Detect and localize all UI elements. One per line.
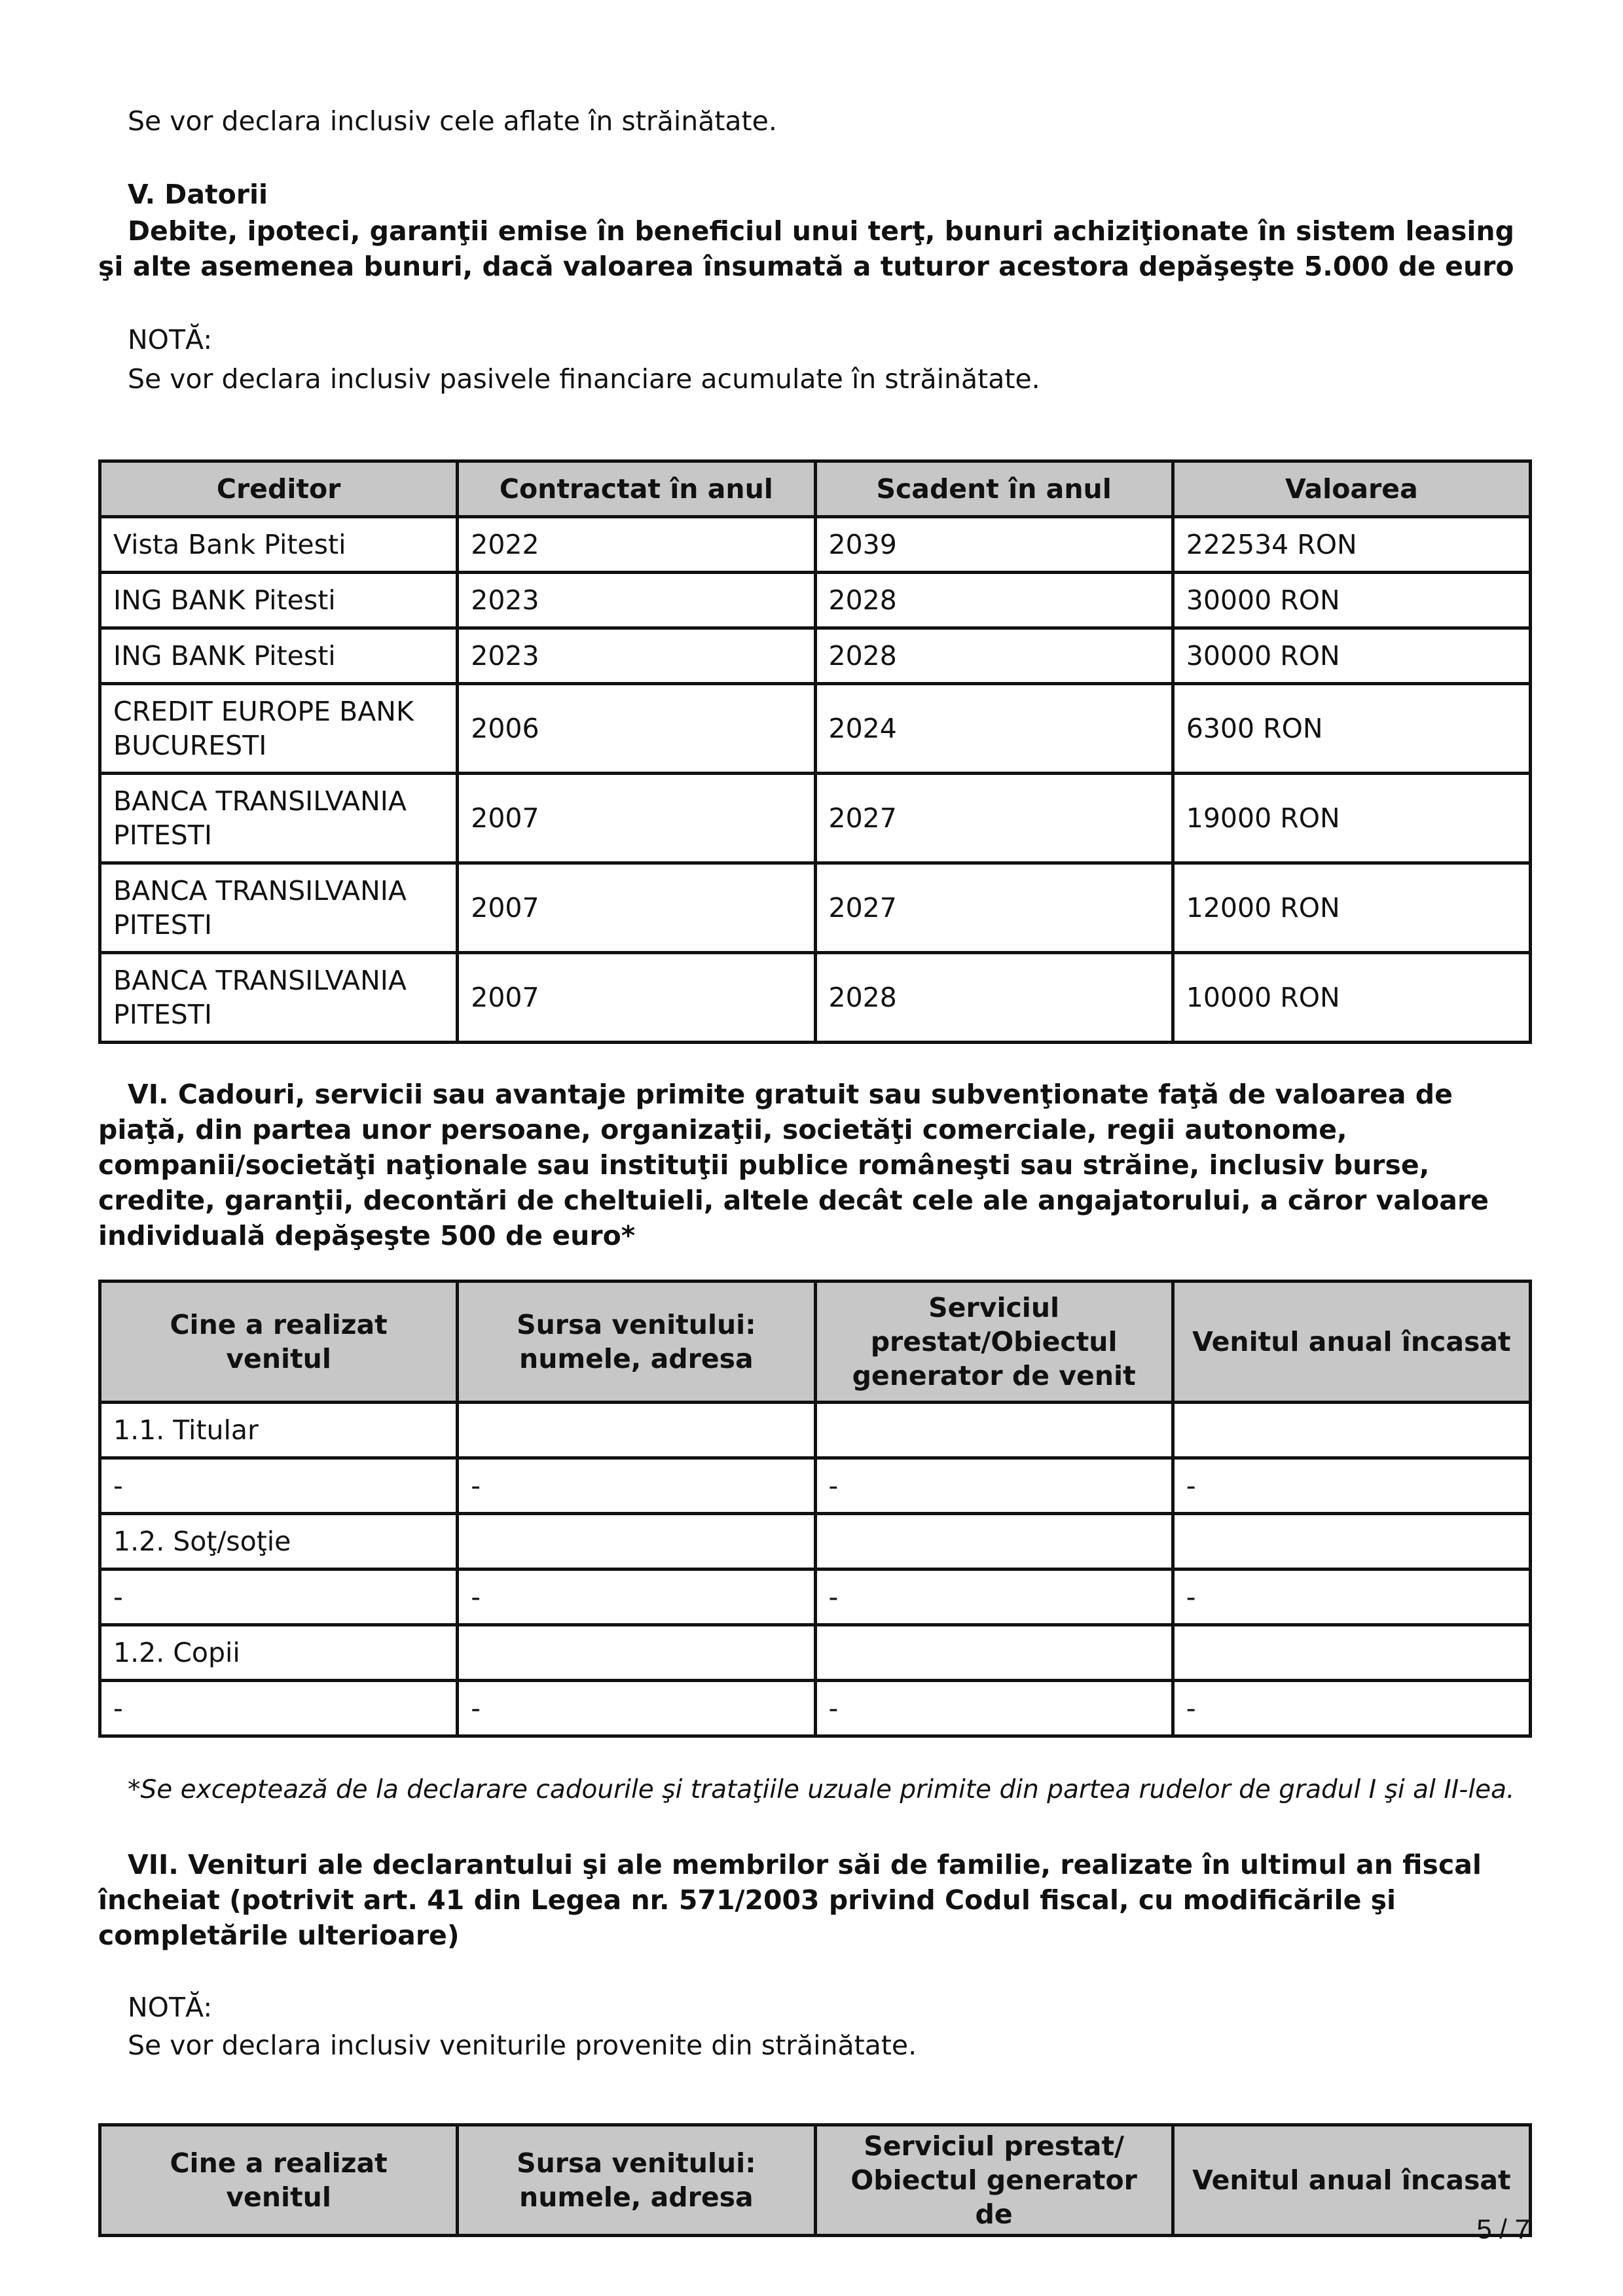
table-cell: BANCA TRANSILVANIA PITESTI — [100, 863, 458, 953]
column-header: Sursa venitului: numele, adresa — [458, 2125, 815, 2236]
section5-subtitle: Debite, ipoteci, garanţii emise în beneficiul unui terţ, bunuri achiziţionate în sistem leasing şi alte asemenea bunuri, dacă valoarea însumată a tuturor acestora depăşeşte 5.000 de euro — [98, 215, 1514, 282]
table-cell: 2027 — [815, 774, 1173, 863]
table-cell: - — [100, 1681, 458, 1736]
table-cell: - — [1173, 1570, 1530, 1625]
table-cell: - — [815, 1681, 1173, 1736]
table-cell: - — [458, 1570, 815, 1625]
table-cell — [1173, 1403, 1530, 1458]
column-header: Scadent în anul — [815, 461, 1173, 517]
table-cell: 6300 RON — [1173, 684, 1530, 774]
column-header: Valoarea — [1173, 461, 1530, 517]
table-cell: 2028 — [815, 573, 1173, 628]
table-cell: - — [1173, 1458, 1530, 1514]
table-cell: 2006 — [458, 684, 815, 774]
gifts-table — [98, 1280, 1532, 1738]
table-row — [100, 1681, 1531, 1736]
table-cell: 2023 — [458, 573, 815, 628]
table-cell: CREDIT EUROPE BANK BUCURESTI — [100, 684, 458, 774]
table-cell — [458, 1625, 815, 1681]
page-number: 5 / 7 — [1476, 2214, 1530, 2244]
table-header-row — [100, 2125, 1531, 2236]
table-cell: ING BANK Pitesti — [100, 573, 458, 628]
table-header-row — [100, 1282, 1531, 1403]
table-row — [100, 573, 1531, 628]
table-cell: - — [458, 1681, 815, 1736]
table-cell: 2028 — [815, 628, 1173, 684]
table-cell: 1.1. Titular — [100, 1403, 458, 1458]
table-cell: 222534 RON — [1173, 517, 1530, 573]
table-row — [100, 628, 1531, 684]
section5-note-text: Se vor declara inclusiv pasivele financiare acumulate în străinătate. — [128, 363, 1040, 395]
table-cell: - — [100, 1570, 458, 1625]
table-cell: 2007 — [458, 953, 815, 1043]
table-row — [100, 1570, 1531, 1625]
table-cell — [458, 1514, 815, 1570]
table-cell: 2007 — [458, 863, 815, 953]
table-row — [100, 684, 1531, 774]
table-cell: 2024 — [815, 684, 1173, 774]
table-cell — [815, 1514, 1173, 1570]
table-cell: 2027 — [815, 863, 1173, 953]
table-cell: 2039 — [815, 517, 1173, 573]
column-header: Contractat în anul — [458, 461, 815, 517]
column-header: Creditor — [100, 461, 458, 517]
table-cell: BANCA TRANSILVANIA PITESTI — [100, 953, 458, 1043]
table-cell — [815, 1403, 1173, 1458]
table-cell: - — [1173, 1681, 1530, 1736]
table-row — [100, 1458, 1531, 1514]
table-cell: - — [458, 1458, 815, 1514]
table-cell: - — [100, 1458, 458, 1514]
table-row — [100, 774, 1531, 863]
table-cell: Vista Bank Pitesti — [100, 517, 458, 573]
table-cell: 2028 — [815, 953, 1173, 1043]
table-cell — [1173, 1625, 1530, 1681]
section6-title: VI. Cadouri, servicii sau avantaje primite gratuit sau subvenţionate faţă de valoarea de piaţă, din partea unor persoane, organizaţii, societăţi comerciale, regii autonome, companii/societăţi naţionale sau instituţii publice româneşti sau străine, inclusiv burse, credite, garanţii, decontări de cheltuieli, altele decât cele ale angajatorului, a căror valoare individuală depăşeşte 500 de euro* — [98, 1079, 1489, 1251]
table-cell: 10000 RON — [1173, 953, 1530, 1043]
column-header: Venitul anual încasat — [1173, 1282, 1530, 1403]
table-cell: - — [815, 1458, 1173, 1514]
table-cell — [1173, 1514, 1530, 1570]
column-header: Serviciul prestat/ Obiectul generator de — [815, 2125, 1173, 2236]
table-row — [100, 953, 1531, 1043]
column-header: Sursa venitului: numele, adresa — [458, 1282, 815, 1403]
table-cell: 30000 RON — [1173, 573, 1530, 628]
section5-note-label: NOTĂ: — [128, 324, 213, 355]
table-cell: 19000 RON — [1173, 774, 1530, 863]
income-table — [98, 2123, 1532, 2237]
table-row — [100, 1403, 1531, 1458]
table-cell: 2007 — [458, 774, 815, 863]
table-header-row — [100, 461, 1531, 517]
section5-title: V. Datorii — [128, 179, 268, 210]
section7-note-text: Se vor declara inclusiv veniturile provenite din străinătate. — [128, 2030, 917, 2061]
table-cell: 1.2. Copii — [100, 1625, 458, 1681]
section7-note-label: NOTĂ: — [128, 1992, 213, 2023]
table-cell: 1.2. Soţ/soţie — [100, 1514, 458, 1570]
table-cell — [458, 1403, 815, 1458]
debts-table — [98, 459, 1532, 1044]
table-cell — [815, 1625, 1173, 1681]
table-cell: - — [815, 1570, 1173, 1625]
table-row — [100, 517, 1531, 573]
column-header: Cine a realizat venitul — [100, 1282, 458, 1403]
table-cell: 2022 — [458, 517, 815, 573]
section7-title: VII. Venituri ale declarantului şi ale membrilor săi de familie, realizate în ultimul an fiscal încheiat (potrivit art. 41 din Legea nr. 571/2003 privind Codul fiscal, cu modificările şi completările ulterioare) — [98, 1849, 1482, 1951]
table-row — [100, 1625, 1531, 1681]
table-cell: 2023 — [458, 628, 815, 684]
table-cell: ING BANK Pitesti — [100, 628, 458, 684]
section6-footnote: *Se exceptează de la declarare cadourile şi trataţiile uzuale primite din partea rudelor de gradul I şi al II-lea. — [128, 1775, 1515, 1804]
intro-line: Se vor declara inclusiv cele aflate în străinătate. — [128, 105, 777, 137]
table-row — [100, 863, 1531, 953]
table-cell: 12000 RON — [1173, 863, 1530, 953]
column-header: Venitul anual încasat — [1173, 2125, 1530, 2236]
column-header: Cine a realizat venitul — [100, 2125, 458, 2236]
table-cell: 30000 RON — [1173, 628, 1530, 684]
table-row — [100, 1514, 1531, 1570]
table-cell: BANCA TRANSILVANIA PITESTI — [100, 774, 458, 863]
column-header: Serviciul prestat/Obiectul generator de venit — [815, 1282, 1173, 1403]
